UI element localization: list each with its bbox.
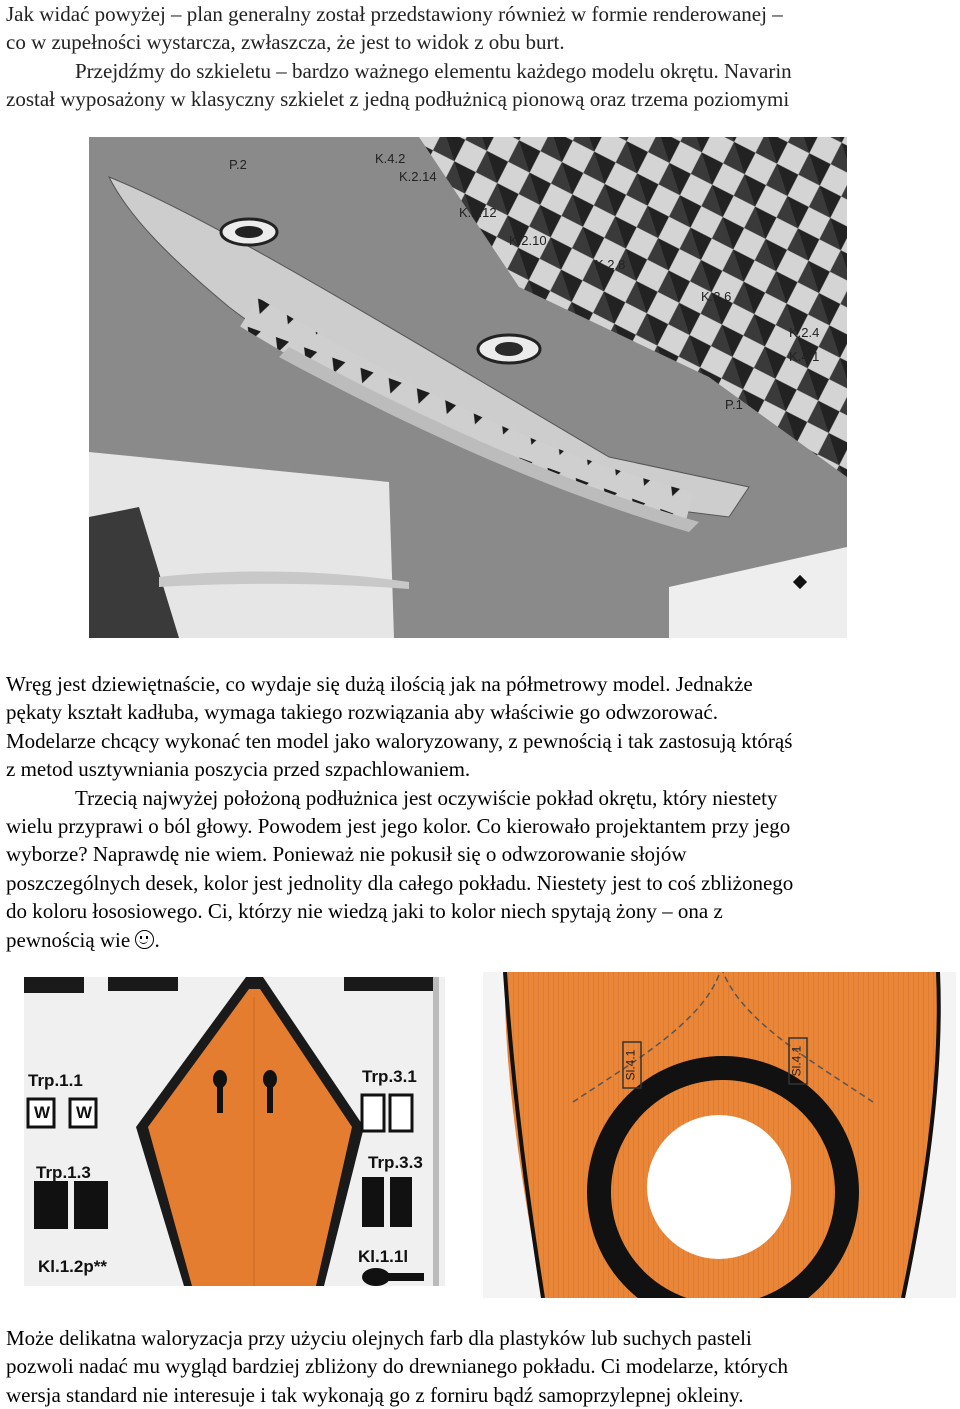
text-line: został wyposażony w klasyczny szkielet z jedną podłużnicą pionową oraz trzema poziomymi: [6, 87, 790, 112]
part-label: Trp.1.1: [28, 1071, 83, 1090]
part-label: K.2.6: [701, 289, 732, 304]
part-label: Trp.3.3: [368, 1153, 423, 1172]
text-line: wersja standard nie interesuje i tak wykonają go z forniru bądź samoprzylepnej okleiny.: [6, 1382, 744, 1407]
text-line: poszczególnych desek, kolor jest jednolity dla całego pokładu. Niestety jest to coś zbliżonego: [6, 870, 794, 895]
part-label: K.2.8: [595, 257, 626, 272]
text-line: pozwoli nadać mu wygląd bardziej zbliżony do drewnianego pokładu. Ci modelarze, których: [6, 1354, 789, 1379]
part-label: Kl.1.1l: [358, 1247, 409, 1266]
text-line: z metod usztywniania poszycia przed szpachlowaniem.: [6, 757, 471, 782]
text-line: Jak widać powyżej – plan generalny został przedstawiony również w formie renderowanej –: [6, 2, 783, 26]
part-label: P.2: [229, 157, 247, 172]
deck-sheet-illustration: [24, 977, 445, 1286]
deck-closeup-illustration: [483, 972, 956, 1298]
paragraph-frames-deck: [6, 670, 954, 954]
text-fragment: pewnością wie: [6, 927, 131, 952]
smiley-icon: [135, 930, 154, 949]
part-label: Kl.1.2p**: [38, 1257, 107, 1276]
text-line: Modelarze chcący wykonać ten model jako waloryzowany, z pewnością i tak zastosują którąś: [6, 728, 793, 753]
part-label: Sl.4.1: [789, 1045, 804, 1077]
part-label: W: [34, 1103, 51, 1122]
text-line: wyborze? Naprawdę nie wiem. Ponieważ nie pokusił się o odwzorowanie słojów: [6, 842, 687, 867]
text-line: pękaty kształt kadłuba, wymaga takiego rozwiązania aby właściwie go odwzorować.: [6, 700, 718, 725]
skeleton-photo: [89, 137, 847, 638]
part-label: W: [76, 1103, 93, 1122]
paragraph-weathering: [6, 1324, 954, 1409]
text-line: Wręg jest dziewiętnaście, co wydaje się dużą ilością jak na półmetrowy model. Jednakże: [6, 672, 753, 696]
part-label: Trp.1.3: [36, 1163, 91, 1182]
text-line: co w zupełności wystarcza, zwłaszcza, że jest to widok z obu burt.: [6, 30, 565, 55]
paragraph-intro: [6, 0, 954, 114]
text-line: wielu przyprawi o ból głowy. Powodem jest jego kolor. Co kierowało projektantem przy jego: [6, 814, 791, 839]
part-label: K.2.10: [509, 233, 547, 248]
text-line: Może delikatna waloryzacja przy użyciu olejnych farb dla plastyków lub suchych pasteli: [6, 1326, 752, 1350]
part-label: P.1: [725, 397, 743, 412]
part-label: K.4.2: [375, 151, 406, 166]
part-label: Trp.3.1: [362, 1067, 417, 1086]
part-label: Sl.4.1: [623, 1049, 638, 1081]
deck-closeup-photo: [483, 972, 956, 1298]
part-label: K.2.12: [459, 205, 497, 220]
text-line: Trzecią najwyżej położoną podłużnica jest oczywiście pokład okrętu, który niestety: [75, 785, 778, 810]
deck-sheet-photo: [24, 977, 445, 1286]
part-label: K.4.1: [789, 349, 820, 364]
part-label: K.2.4: [789, 325, 820, 340]
text-line: Przejdźmy do szkieletu – bardzo ważnego elementu każdego modelu okrętu. Navarin: [75, 58, 792, 83]
part-label: K.2.14: [399, 169, 437, 184]
text-line: do koloru łososiowego. Ci, którzy nie wiedzą jaki to kolor niech spytają żony – ona z: [6, 899, 723, 924]
text-line-last: pewnością wie .: [6, 927, 160, 952]
